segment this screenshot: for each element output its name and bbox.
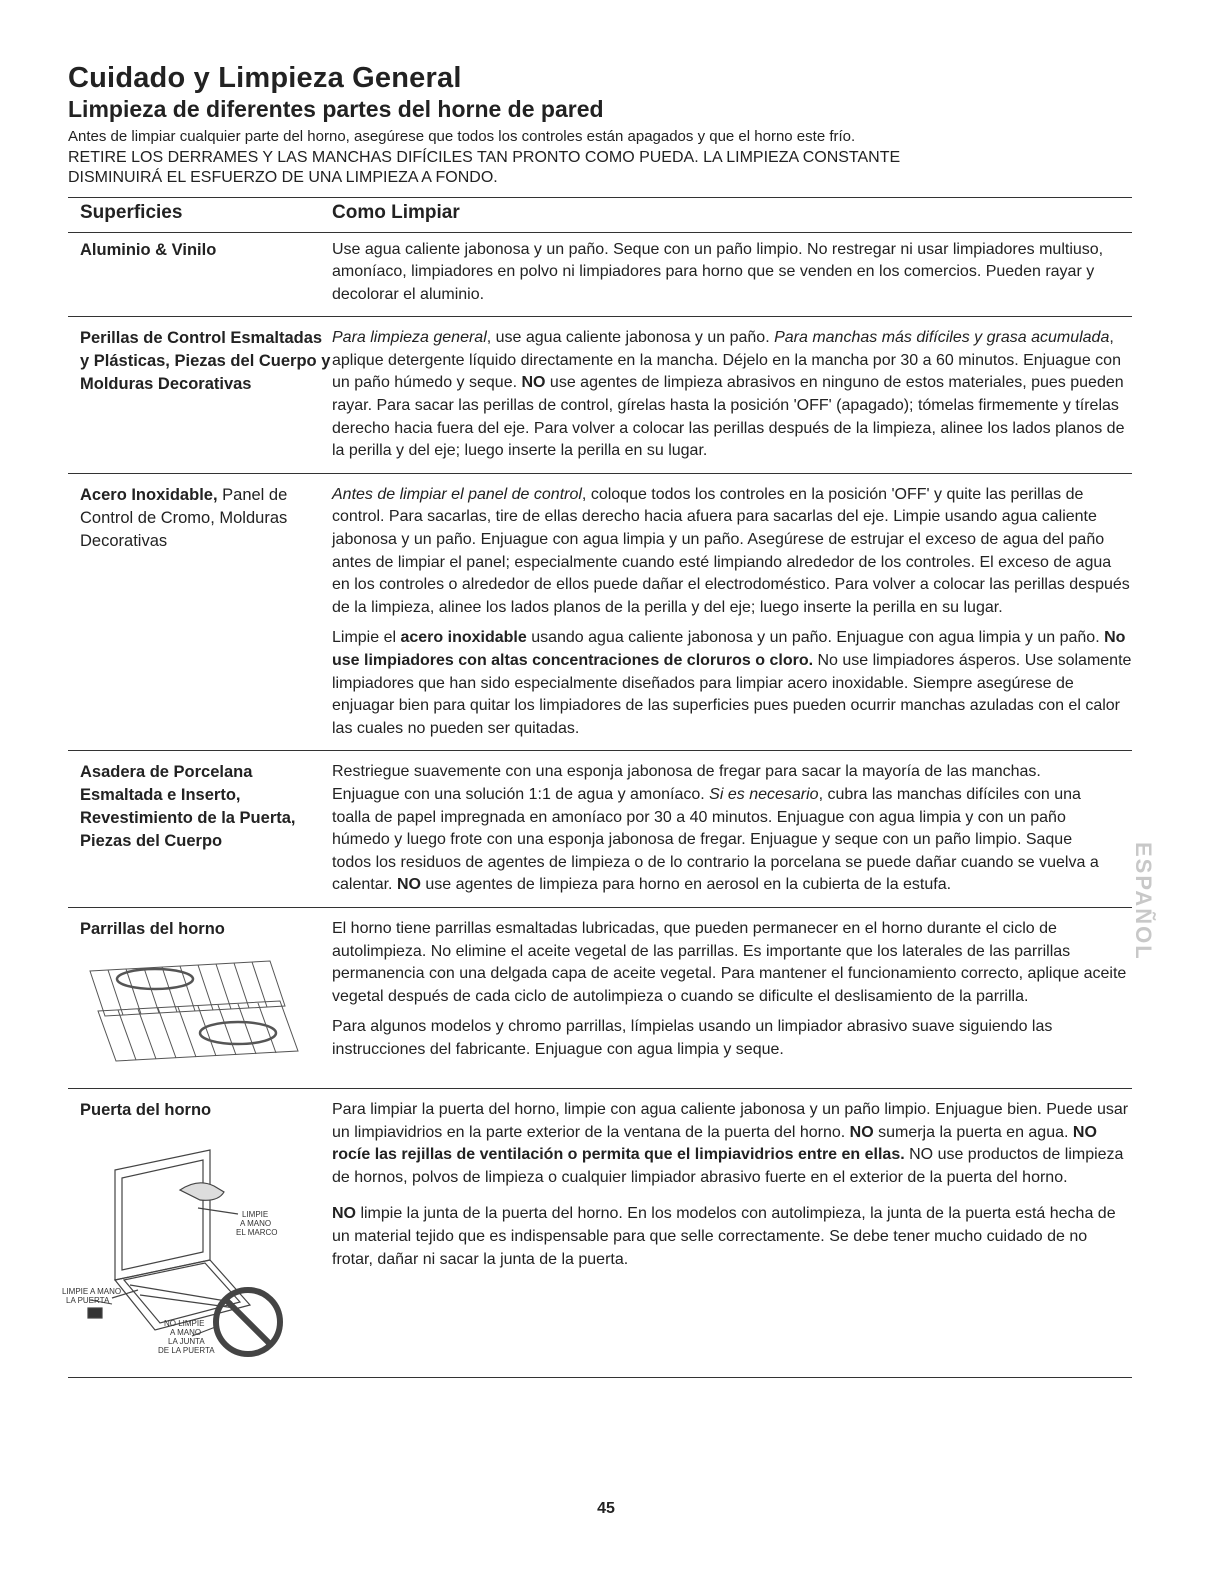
col-header-how: Como Limpiar (332, 197, 1132, 232)
text-italic: Antes de limpiar el panel de control (332, 485, 582, 503)
instructions-cell (332, 473, 1132, 751)
table-row (68, 317, 1132, 474)
label-gasket-4: DE LA PUERTA (158, 1345, 215, 1355)
label-clean-frame-1: LIMPIE (242, 1209, 269, 1219)
instructions-text (332, 484, 1132, 620)
label-gasket-3: LA JUNTA (168, 1336, 205, 1346)
intro-line-3: DISMINUIRÁ EL ESFUERZO DE UNA LIMPIEZA A FONDO. (68, 169, 498, 186)
surface-name: Parrillas del horno (80, 919, 225, 938)
instructions-cell (332, 232, 1132, 317)
text-span: No use limpiadores ásperos. Use solamente limpiadores que han sido especialmente diseñados para limpiar acero inoxidable. Siempre asegúrese de enjuagar bien para quitar los limpiadores de las superficies pues pueden ocurrir manchas azuladas con el calor las cuales no pueden ser quitadas. (332, 652, 1132, 737)
text-italic: Para manchas más difíciles y grasa acumulada (774, 329, 1110, 347)
table-row (68, 907, 1132, 1088)
instructions-cell (332, 907, 1132, 1088)
text-span: , aplique detergente líquido directamente en la mancha. Déjelo en la mancha por 30 a 60 minutos. Enjuague con un paño húmedo y seque. (332, 329, 1121, 392)
text-bold: NO (849, 1123, 874, 1141)
label-clean-door-2: LA PUERTA (66, 1295, 110, 1305)
text-span: use agentes de limpieza abrasivos en ninguno de estos materiales, pues pueden rayar. Para sacar las perillas de control, gírelas hasta la posición 'OFF' (apagado); tómelas firmemente y tírelas derecho hacia fuera del eje. Para volver a colocar las perillas después de la limpieza, alinee los lados planos de la perilla y del eje; luego inserte la perilla en su lugar. (332, 374, 1125, 460)
page-content (62, 62, 1132, 1378)
surface-cell (68, 317, 332, 474)
surface-name: Puerta del horno (80, 1100, 212, 1119)
text-bold: NO rocíe las rejillas de ventilación o permita que el limpiavidrios entre en ellas. (332, 1123, 1097, 1164)
text-bold: NO (396, 876, 421, 894)
text-bold: No use limpiadores con altas concentraciones de cloruros o cloro. (332, 629, 1126, 669)
surface-name: Perillas de Control Esmaltadas y Plásticas, Piezas del Cuerpo y Molduras Decorativas (80, 329, 331, 394)
text-span: , cubra las manchas difíciles con una toalla de papel impregnada en amoníaco por 30 a 40 minutos. Enjuague con agua limpia y con un paño húmedo y luego frote con una esponja jabonosa de fregar. Enjuague y seque con un paño limpio. Saque todos los residuos de agentes de limpieza o de lo contrario la porcelana se puede dañar cuando se vuelva a calentar. (332, 785, 1099, 894)
instructions-text (332, 761, 1132, 897)
instructions-cell (332, 751, 1132, 908)
text-italic: Para limpieza general (332, 329, 487, 347)
surface-cell (68, 473, 332, 751)
table-row (68, 473, 1132, 751)
surface-cell (68, 751, 332, 908)
text-span: Limpie el (332, 629, 401, 647)
intro-text (68, 127, 1132, 189)
language-side-tab (1128, 842, 1158, 992)
label-gasket-2: A MANO (170, 1327, 202, 1337)
text-span: Restriegue suavemente con una esponja jabonosa de fregar para sacar la mayoría de las manchas. Enjuague con una solución 1:1 de agua y amoníaco. (332, 763, 1041, 803)
text-span: sumerja la puerta en agua. (873, 1123, 1073, 1141)
surface-name: Aluminio & Vinilo (80, 240, 217, 259)
text-bold: NO (332, 1205, 356, 1223)
surface-name: Acero Inoxidable, (80, 485, 218, 504)
page-number: 45 (597, 1500, 615, 1517)
label-clean-door-1: LIMPIE A MANO (62, 1286, 122, 1296)
table-row (68, 232, 1132, 317)
instructions-text: Para algunos modelos y chromo parrillas, límpielas usando un limpiador abrasivo suave siguiendo las instrucciones del fabricante. Enjuague con agua limpia y seque. (332, 1018, 1053, 1058)
text-italic: Si es necesario (709, 785, 819, 803)
intro-line-1: Antes de limpiar cualquier parte del horno, asegúrese que todos los controles están apagados y que el horno este frío. (68, 128, 856, 145)
text-span: NO use productos de limpieza de hornos, polvos de limpieza o cualquier limpiador abrasivo fuerte en el exterior de la puerta del horno. (332, 1146, 1124, 1186)
instructions-cell (332, 317, 1132, 474)
oven-door-illustration (60, 1130, 332, 1367)
label-clean-frame-3: EL MARCO (236, 1227, 278, 1237)
col-header-surfaces: Superficies (68, 197, 332, 232)
text-span: limpie la junta de la puerta del horno. En los modelos con autolimpieza, la junta de la puerta está hecha de un material tejido que es indispensable para que selle correctamente. Se debe tener mucho cuidado de no frotar, dañar ni sacar la junta de la puerta. (332, 1205, 1116, 1268)
text-span: , coloque todos los controles en la posición 'OFF' y quite las perillas de control. Para sacarlas, tire de ellas derecho hacia afuera para sacarlas del eje. Limpie usando agua caliente jabonosa y un paño. Enjuague con agua limpia y un paño. Asegúrese de estrujar el exceso de agua del paño antes de limpiar el panel; especialmente cuando esté limpiando alrededor de los controles. El exceso de agua en los controles o alrededor de ellos puede dañar el electrodoméstico. Para volver a colocar las perillas después de la limpieza, alinee los lados planos de la perilla y del eje; luego inserte la perilla en su lugar. (332, 485, 1130, 616)
surface-name: Asadera de Porcelana Esmaltada e Inserto, Revestimiento de la Puerta, Piezas del Cuerpo (80, 763, 296, 851)
instructions-cell (332, 1088, 1132, 1377)
text-span: usando agua caliente jabonosa y un paño. Enjuague con agua limpia y un paño. (526, 629, 1105, 647)
text-bold: NO (521, 374, 546, 392)
surface-cell (62, 1088, 332, 1377)
text-span: , use agua caliente jabonosa y un paño. (486, 329, 775, 347)
page-title: Cuidado y Limpieza General (68, 62, 462, 94)
oven-door-icon (60, 1130, 310, 1360)
table-row (68, 751, 1132, 908)
cleaning-table (62, 197, 1132, 1378)
intro-line-2: RETIRE LOS DERRAMES Y LAS MANCHAS DIFÍCILES TAN PRONTO COMO PUEDA. LA LIMPIEZA CONSTANTE (68, 148, 901, 166)
instructions-text (332, 627, 1132, 740)
surface-cell (68, 907, 332, 1088)
text-bold: acero inoxidable (400, 629, 527, 647)
text-span: Para limpiar la puerta del horno, limpie con agua caliente jabonosa y un paño limpio. Enjuague bien. Puede usar un limpiavidrios en la parte exterior de la ventana de la puerta del horno. (332, 1100, 1129, 1141)
instructions-text (332, 1203, 1132, 1271)
instructions-text: Use agua caliente jabonosa y un paño. Seque con un paño limpio. No restregar ni usar limpiadores multiuso, amoníaco, limpiadores en polvo ni limpiadores para horno que se venden en los comercios. Pueden rayar y decolorar el aluminio. (332, 240, 1104, 303)
table-row (68, 1088, 1132, 1377)
oven-rack-icon (80, 951, 310, 1071)
instructions-text: El horno tiene parrillas esmaltadas lubricadas, que pueden permanecer en el horno durante el ciclo de autolimpieza. No elimine el aceite vegetal de las parrillas. Es importante que los laterales de las parrillas permanencia con una delgada capa de aceite vegetal. Para mantener el funcionamiento correcto, aplique aceite vegetal después de cada ciclo de autolimpieza o cuando se dificulte el deslisamiento de la parrilla. (332, 919, 1127, 1005)
oven-rack-illustration (80, 951, 332, 1078)
side-tab-label: ESPAÑOL (1131, 842, 1156, 961)
page-subtitle: Limpieza de diferentes partes del horne de pared (68, 96, 604, 122)
instructions-text (332, 327, 1132, 463)
surface-name-rest: Panel de Control de Cromo, Molduras Decorativas (80, 485, 288, 550)
label-gasket-1: NO LIMPIE (164, 1318, 205, 1328)
instructions-text (332, 1099, 1132, 1189)
text-span: use agentes de limpieza para horno en aerosol en la cubierta de la estufa. (420, 876, 952, 894)
label-clean-frame-2: A MANO (240, 1218, 272, 1228)
surface-cell (68, 232, 332, 317)
table-header-row (68, 197, 1132, 232)
